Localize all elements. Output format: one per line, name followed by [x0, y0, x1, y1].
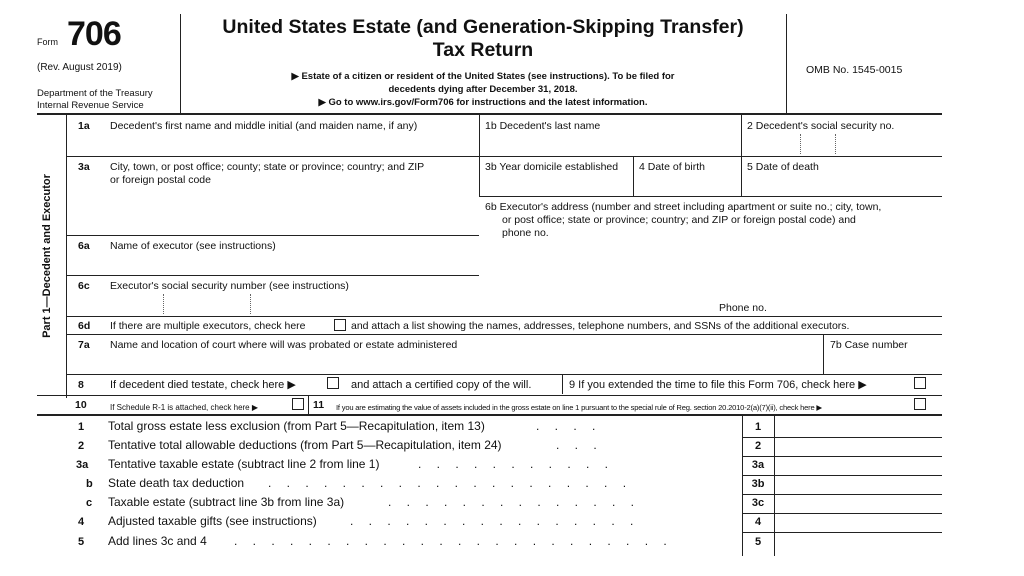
line-6c-number: 6c [78, 280, 90, 292]
line-8-label-b: and attach a certified copy of the will. [351, 379, 532, 391]
part2-line-leader: . . . . . . . . . . . [418, 457, 615, 471]
row1-bottom-rule [66, 156, 942, 157]
domicile-location-field[interactable] [108, 190, 478, 232]
line-11-label: If you are estimating the value of assets included in the gross estate on line 1 pursuant to the special rule of Reg. section 20.2010-2(a)(7)(ii), check here ▶ [336, 403, 823, 412]
row6a-bottom-rule [66, 275, 479, 276]
form-number: 706 [67, 15, 121, 53]
part1-side-label: Part 1—Decedent and Executor [41, 174, 53, 338]
line-9-label: 9 If you extended the time to file this Form 706, check here ▶ [569, 379, 867, 391]
case-number-field[interactable] [826, 354, 940, 372]
line-1b-label: 1b Decedent's last name [485, 120, 601, 132]
header-divider-right [786, 14, 787, 113]
phone-number-label: Phone no. [719, 302, 767, 314]
row7-bottom-rule [66, 374, 942, 375]
form-instructions [180, 70, 786, 109]
part2-line-box-label: 5 [754, 536, 762, 548]
executor-name-field[interactable] [108, 254, 478, 272]
part2-line-number: 5 [78, 536, 85, 548]
line-4-label: 4 Date of birth [639, 161, 705, 173]
part2-line-label: Add lines 3c and 4 [108, 534, 207, 548]
line-6d-number: 6d [78, 320, 91, 332]
part2-line-leader: . . . . [536, 419, 602, 433]
header-bottom-rule [37, 113, 942, 115]
part2-line-amount-field[interactable] [776, 476, 940, 494]
form-label: Form [37, 37, 58, 47]
part1-bottom-rule [37, 414, 942, 416]
line-3a-label-2: or foreign postal code [110, 174, 211, 186]
divider-8-9 [562, 374, 563, 394]
row3a-bottom-rule [66, 235, 479, 236]
estimate-values-checkbox[interactable] [914, 398, 926, 410]
line-6d-label-a: If there are multiple executors, check here [110, 320, 306, 332]
part2-line-leader: . . . . . . . . . . . . . . [388, 495, 641, 509]
part2-line-number: 1 [78, 421, 85, 433]
decedent-ssn-field[interactable] [744, 134, 940, 154]
part2-line-number: c [86, 497, 93, 509]
omb-number: OMB No. 1545-0015 [806, 64, 903, 76]
line-10-label: If Schedule R-1 is attached, check here ▶ [110, 403, 259, 412]
form-revision: (Rev. August 2019) [37, 62, 122, 73]
row6d-bottom-rule [66, 334, 942, 335]
line-6a-label: Name of executor (see instructions) [110, 240, 276, 252]
part2-line-amount-field[interactable] [776, 514, 940, 532]
part2-line-box-label: 2 [754, 440, 762, 452]
executor-ssn-field[interactable] [108, 294, 308, 314]
year-domicile-field[interactable] [482, 176, 632, 194]
part2-line-leader: . . . . . . . . . . . . . . . . . . . . . . . . [234, 534, 673, 548]
part2-line-box-label: 1 [754, 421, 762, 433]
date-of-birth-field[interactable] [636, 176, 738, 194]
instruction-line-3: ▶ Go to www.irs.gov/Form706 for instructions and the latest information. [318, 97, 648, 108]
line-3b-label: 3b Year domicile established [485, 161, 619, 173]
part2-line-box-label: 3b [751, 478, 765, 490]
part2-line-label: Tentative total allowable deductions (from Part 5—Recapitulation, item 24) [108, 438, 502, 452]
line-1a-number: 1a [78, 120, 90, 132]
divider-3b-4 [633, 156, 634, 196]
part2-line-amount-field[interactable] [776, 438, 940, 456]
form-title [180, 16, 786, 62]
line-6a-number: 6a [78, 240, 90, 252]
part2-line-amount-field[interactable] [776, 457, 940, 475]
part2-line-number: b [86, 478, 93, 490]
row6c-bottom-rule [66, 316, 942, 317]
part2-line-leader: . . . . . . . . . . . . . . . . [350, 514, 640, 528]
part2-line-box-label: 3a [751, 459, 765, 471]
line-2-label: 2 Decedent's social security no. [747, 120, 895, 132]
line-3a-number: 3a [78, 161, 90, 173]
row8-bottom-rule [37, 395, 942, 396]
line-8-number: 8 [78, 379, 84, 391]
executor-address-field[interactable] [482, 242, 940, 298]
department-line1: Department of the Treasury [37, 88, 153, 99]
extension-checkbox[interactable] [914, 377, 926, 389]
part2-line-amount-field[interactable] [776, 495, 940, 513]
part2-line-number: 3a [76, 459, 89, 471]
line-7a-number: 7a [78, 339, 90, 351]
ssn-separator-1 [800, 134, 801, 154]
part2-line-leader: . . . . . . . . . . . . . . . . . . . . [268, 476, 633, 490]
part2-line-amount-field[interactable] [776, 533, 940, 551]
line-3a-label-1: City, town, or post office; county; state or province; country; and ZIP [110, 161, 425, 173]
line-6b-label-1: 6b Executor's address (number and street including apartment or suite no.; city, town, [485, 201, 882, 213]
part2-line-label: Adjusted taxable gifts (see instructions) [108, 514, 317, 528]
part2-line-leader: . . . [556, 438, 603, 452]
line-11-number: 11 [313, 399, 325, 411]
executor-ssn-separator-2 [250, 294, 251, 314]
executor-ssn-separator-1 [163, 294, 164, 314]
part2-line-label: Tentative taxable estate (subtract line 2 from line 1) [108, 457, 380, 471]
department-line2: Internal Revenue Service [37, 100, 144, 111]
instruction-line-2: decedents dying after December 31, 2018. [388, 84, 578, 95]
part2-line-label: State death tax deduction [108, 476, 245, 490]
court-location-field[interactable] [108, 354, 820, 372]
part2-line-box-label: 4 [754, 516, 762, 528]
line-6c-label: Executor's social security number (see instructions) [110, 280, 349, 292]
line-7b-label: 7b Case number [830, 339, 908, 351]
divider-7a-7b [823, 334, 824, 374]
row3-right-rule [479, 196, 942, 197]
divider-10-11 [308, 395, 309, 415]
line-7a-label: Name and location of court where will was probated or estate administered [110, 339, 458, 351]
ssn-separator-2 [835, 134, 836, 154]
schedule-r1-checkbox[interactable] [292, 398, 304, 410]
title-line-1: United States Estate (and Generation-Skipping Transfer) [222, 16, 744, 38]
line-10-number: 10 [75, 399, 87, 411]
part1-side-divider [66, 115, 67, 398]
part2-line-amount-field[interactable] [776, 418, 940, 436]
part2-line-label: Total gross estate less exclusion (from Part 5—Recapitulation, item 13) [108, 419, 485, 433]
line-6b-label-3: phone no. [502, 227, 549, 239]
line-8-label-a: If decedent died testate, check here ▶ [110, 379, 296, 391]
title-line-2: Tax Return [432, 39, 534, 61]
line-6b-label-2: or post office; state or province; country; and ZIP or foreign postal code) and [502, 214, 856, 226]
testate-checkbox[interactable] [327, 377, 339, 389]
part2-line-box-label: 3c [751, 497, 765, 509]
line-6d-label-b: and attach a list showing the names, addresses, telephone numbers, and SSNs of the additional executors. [351, 320, 850, 332]
multiple-executors-checkbox[interactable] [334, 319, 346, 331]
decedent-first-name-field[interactable] [108, 134, 478, 154]
line-1a-label: Decedent's first name and middle initial (and maiden name, if any) [110, 120, 418, 132]
part2-line-number: 2 [78, 440, 85, 452]
instruction-line-1: ▶ Estate of a citizen or resident of the United States (see instructions). To be filed for [291, 71, 675, 82]
decedent-last-name-field[interactable] [482, 134, 738, 154]
date-of-death-field[interactable] [744, 176, 940, 194]
part2-line-number: 4 [78, 516, 85, 528]
part2-line-label: Taxable estate (subtract line 3b from line 3a) [108, 495, 345, 509]
line-5-label: 5 Date of death [747, 161, 819, 173]
